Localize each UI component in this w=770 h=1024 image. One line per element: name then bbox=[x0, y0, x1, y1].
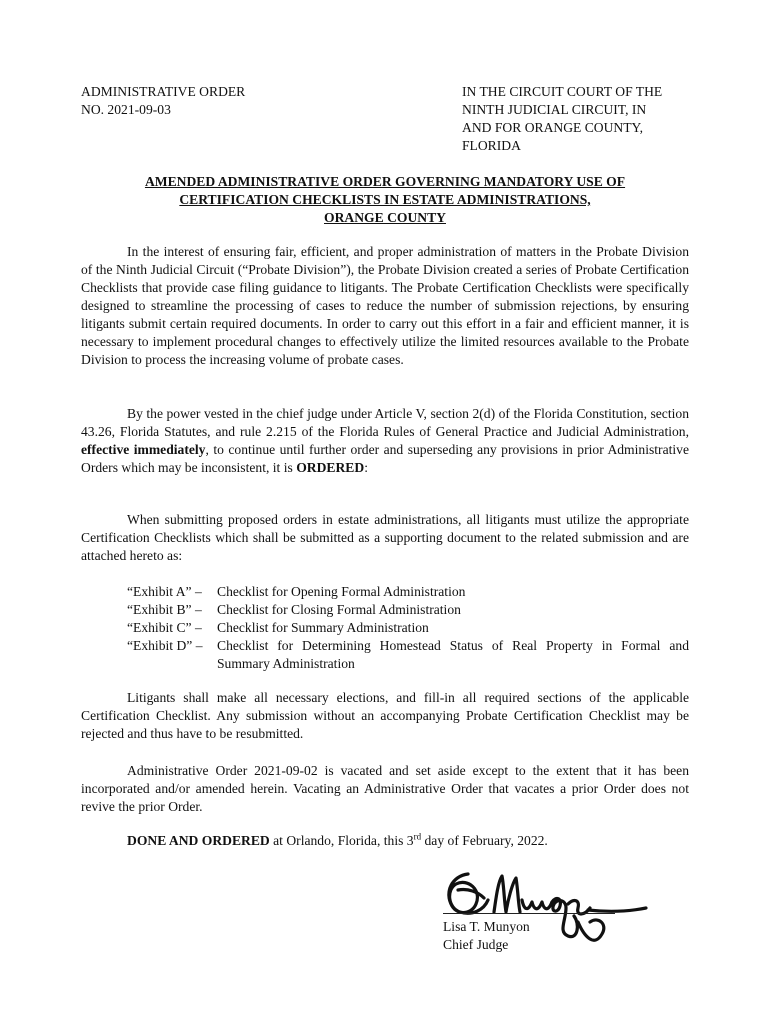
court-line-2: NINTH JUDICIAL CIRCUIT, IN bbox=[462, 102, 647, 117]
signature-line bbox=[443, 913, 615, 914]
list-item bbox=[127, 583, 689, 601]
authority-text-c: : bbox=[364, 460, 368, 475]
title-line-1: AMENDED ADMINISTRATIVE ORDER GOVERNING MANDATORY USE OF bbox=[144, 174, 626, 189]
exhibit-label: “Exhibit C” – bbox=[127, 620, 202, 635]
effective-immediately: effective immediately bbox=[81, 442, 206, 457]
paragraph-authority bbox=[81, 405, 689, 477]
done-text-a: at Orlando, Florida, this 3 bbox=[269, 833, 414, 848]
exhibit-text: Checklist for Determining Homestead Status of Real Property in Formal and Summary Administration bbox=[217, 638, 689, 671]
exhibit-label: “Exhibit D” – bbox=[127, 638, 203, 653]
exhibit-text: Checklist for Opening Formal Administration bbox=[217, 584, 466, 599]
done-and-ordered-label: DONE AND ORDERED bbox=[127, 833, 270, 848]
authority-text-a: By the power vested in the chief judge under Article V, section 2(d) of the Florida Constitution, section 43.26, Florida Statutes, and rule 2.215 of the Florida Rules of General Practice and Judicial Administration, bbox=[81, 406, 689, 439]
signer-title: Chief Judge bbox=[443, 937, 509, 952]
court-caption bbox=[462, 83, 702, 155]
title-line-2: CERTIFICATION CHECKLISTS IN ESTATE ADMINISTRATIONS, bbox=[179, 192, 591, 207]
exhibit-label: “Exhibit A” – bbox=[127, 584, 202, 599]
order-number-block bbox=[81, 83, 341, 119]
order-type: ADMINISTRATIVE ORDER bbox=[81, 84, 246, 99]
authority-text-b: , to continue until further order and superseding any provisions in prior Administrative Orders which may be inconsistent, it is bbox=[81, 442, 689, 475]
exhibit-text: Checklist for Summary Administration bbox=[217, 620, 429, 635]
order-number: NO. 2021-09-03 bbox=[81, 102, 171, 117]
list-item bbox=[127, 619, 689, 637]
court-line-4: FLORIDA bbox=[462, 138, 521, 153]
title-line-3: ORANGE COUNTY bbox=[324, 210, 446, 225]
exhibit-label: “Exhibit B” – bbox=[127, 602, 202, 617]
paragraph-done-and-ordered bbox=[81, 832, 689, 850]
paragraph-elections: Litigants shall make all necessary elections, and fill-in all required sections of the applicable Certification Checklist. Any submission without an accompanying Probate Certification Checklist may be rejected and thus have to be resubmitted. bbox=[81, 690, 689, 741]
exhibit-list bbox=[127, 583, 689, 673]
list-item bbox=[127, 637, 689, 673]
paragraph-vacated: Administrative Order 2021-09-02 is vacated and set aside except to the extent that it has been incorporated and/or amended herein. Vacating an Administrative Order that vacates a prior Order does not revive the prior Order. bbox=[81, 763, 689, 814]
court-line-1: IN THE CIRCUIT COURT OF THE bbox=[462, 84, 663, 99]
exhibit-text: Checklist for Closing Formal Administration bbox=[217, 602, 461, 617]
signature-block bbox=[443, 918, 623, 954]
done-text-b: day of February, 2022. bbox=[421, 833, 548, 848]
ordinal-suffix: rd bbox=[413, 831, 422, 842]
document-title bbox=[81, 173, 689, 227]
court-line-3: AND FOR ORANGE COUNTY, bbox=[462, 120, 644, 135]
list-item bbox=[127, 601, 689, 619]
paragraph-intro: In the interest of ensuring fair, efficient, and proper administration of matters in the Probate Division of the Ninth Judicial Circuit (“Probate Division”), the Probate Division created a series of Probate Certification Checklists that provide case filing guidance to litigants. The Probate Certification Checklists were specifically designed to streamline the processing of cases to reduce the number of submission rejections, by ensuring litigants submit certain required documents. In order to carry out this effort in a fair and efficient manner, it is necessary to implement procedural changes to effectively utilize the limited resources available to the Probate Division to process the increasing volume of probate cases. bbox=[81, 244, 689, 367]
signer-name: Lisa T. Munyon bbox=[443, 919, 530, 934]
paragraph-submission: When submitting proposed orders in estate administrations, all litigants must utilize the appropriate Certification Checklists which shall be submitted as a supporting document to the related submission and are attached hereto as: bbox=[81, 512, 689, 563]
ordered-label: ORDERED bbox=[296, 460, 365, 475]
